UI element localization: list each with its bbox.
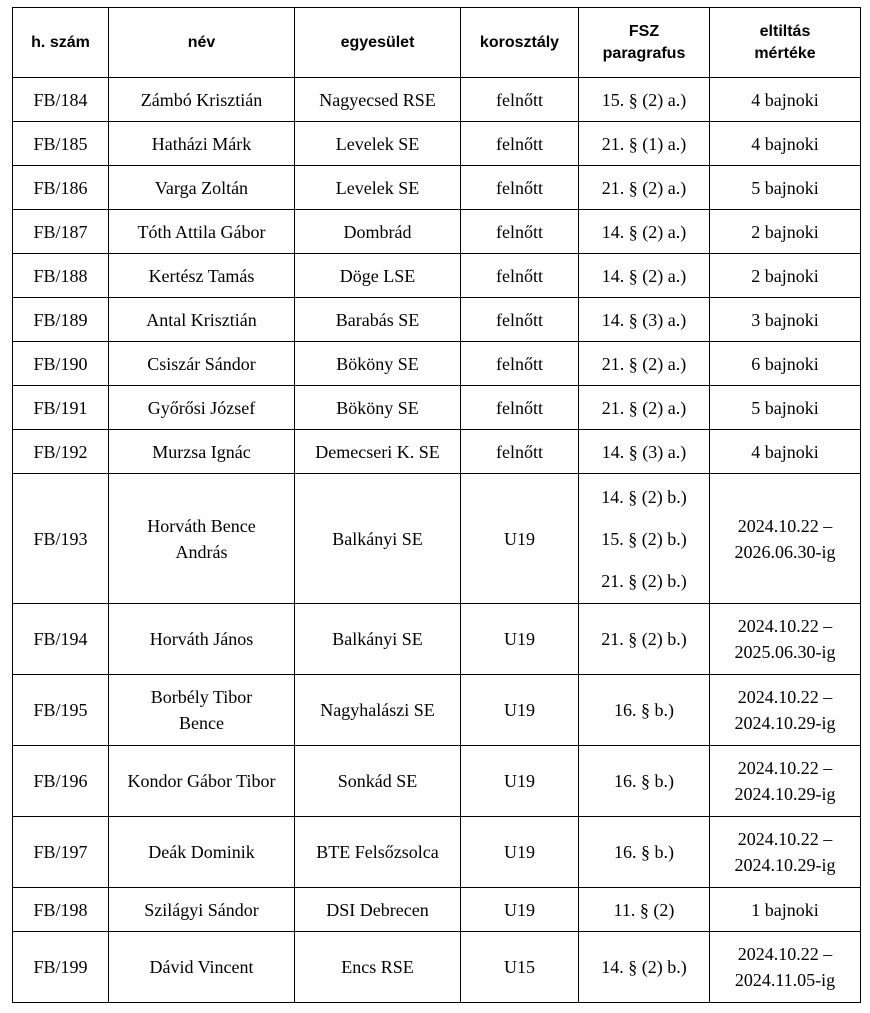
- club-name: Balkányi SE: [295, 604, 461, 675]
- club-name: Sonkád SE: [295, 746, 461, 817]
- fsz-paragraph-line: 14. § (2) b.): [601, 486, 687, 507]
- ban-length: [710, 386, 861, 430]
- case-number: FB/191: [13, 386, 109, 430]
- age-group: U15: [461, 932, 579, 1003]
- player-name-line: Deák Dominik: [148, 842, 255, 862]
- ban-length-line: 6 bajnoki: [751, 353, 819, 374]
- ban-length-line: 2024.10.22 –: [737, 758, 833, 778]
- case-number: FB/188: [13, 254, 109, 298]
- player-name: [109, 298, 295, 342]
- fsz-paragraph: [579, 122, 710, 166]
- ban-length: [710, 166, 861, 210]
- fsz-paragraph: [579, 166, 710, 210]
- fsz-paragraph-line: 16. § b.): [614, 842, 674, 862]
- case-number: FB/194: [13, 604, 109, 675]
- case-number: FB/184: [13, 78, 109, 122]
- player-name-line: Varga Zoltán: [154, 177, 249, 198]
- player-name-line: Szilágyi Sándor: [144, 899, 259, 920]
- fsz-paragraph-line: 14. § (2) a.): [601, 221, 687, 242]
- ban-length-line: 5 bajnoki: [751, 397, 819, 418]
- player-name-line: Dávid Vincent: [149, 957, 254, 977]
- table-row: [13, 888, 861, 932]
- header-eltiltas-line1: eltiltás: [759, 22, 811, 40]
- fsz-paragraph-line: 14. § (2) b.): [601, 957, 687, 977]
- ban-length-line: 2024.10.22 –: [737, 944, 833, 964]
- ban-length: [710, 604, 861, 675]
- fsz-paragraph-line: 21. § (1) a.): [601, 133, 687, 154]
- player-name: [109, 78, 295, 122]
- player-name: [109, 474, 295, 604]
- player-name-line: Borbély Tibor: [150, 687, 253, 707]
- fsz-paragraph-line: 15. § (2) a.): [601, 89, 687, 110]
- table-row: [13, 430, 861, 474]
- age-group: U19: [461, 604, 579, 675]
- player-name-line: Győrősi József: [147, 397, 256, 418]
- case-number: FB/187: [13, 210, 109, 254]
- player-name-line: Horváth Bence: [147, 515, 256, 536]
- header-eltiltas-line2: mértéke: [754, 44, 816, 62]
- ban-length-line: 3 bajnoki: [751, 309, 819, 330]
- club-name: Bököny SE: [295, 386, 461, 430]
- fsz-paragraph-line: 21. § (2) a.): [601, 397, 687, 418]
- player-name: [109, 342, 295, 386]
- player-name: [109, 932, 295, 1003]
- fsz-paragraph: [579, 932, 710, 1003]
- player-name: [109, 254, 295, 298]
- ban-length: [710, 932, 861, 1003]
- club-name: Bököny SE: [295, 342, 461, 386]
- fsz-paragraph: [579, 746, 710, 817]
- ban-length-line: 4 bajnoki: [751, 89, 819, 110]
- ban-length: [710, 298, 861, 342]
- fsz-paragraph-line: 21. § (2) b.): [601, 629, 687, 649]
- ban-length-line: 2025.06.30-ig: [734, 642, 836, 662]
- case-number: FB/195: [13, 675, 109, 746]
- fsz-paragraph-line: 11. § (2): [613, 899, 675, 920]
- player-name-line: Murzsa Ignác: [152, 441, 251, 462]
- case-number: FB/186: [13, 166, 109, 210]
- ban-length: [710, 254, 861, 298]
- player-name-line: Antal Krisztián: [146, 309, 257, 330]
- club-name: Demecseri K. SE: [295, 430, 461, 474]
- club-name: Levelek SE: [295, 166, 461, 210]
- ban-length: [710, 888, 861, 932]
- header-egyesulet: egyesület: [295, 8, 461, 78]
- player-name-line: Kondor Gábor Tibor: [127, 771, 276, 791]
- case-number: FB/185: [13, 122, 109, 166]
- ban-length-line: 2026.06.30-ig: [734, 541, 836, 562]
- table-row: [13, 78, 861, 122]
- club-name: Barabás SE: [295, 298, 461, 342]
- age-group: felnőtt: [461, 78, 579, 122]
- ban-length-line: 4 bajnoki: [751, 441, 819, 462]
- ban-length-line: 2024.10.22 –: [737, 616, 833, 636]
- ban-length: [710, 817, 861, 888]
- header-nev: név: [109, 8, 295, 78]
- fsz-paragraph: [579, 78, 710, 122]
- ban-length-line: 2024.10.22 –: [737, 829, 833, 849]
- fsz-paragraph: [579, 254, 710, 298]
- age-group: felnőtt: [461, 342, 579, 386]
- fsz-paragraph: [579, 817, 710, 888]
- player-name-line: András: [175, 541, 228, 562]
- club-name: Levelek SE: [295, 122, 461, 166]
- fsz-paragraph: [579, 386, 710, 430]
- player-name: [109, 888, 295, 932]
- header-eltiltas: [710, 8, 861, 78]
- fsz-paragraph: [579, 210, 710, 254]
- player-name-line: Horváth János: [149, 629, 254, 649]
- club-name: Dombrád: [295, 210, 461, 254]
- ban-length-line: 2 bajnoki: [751, 221, 819, 242]
- fsz-paragraph: [579, 342, 710, 386]
- case-number: FB/196: [13, 746, 109, 817]
- age-group: U19: [461, 888, 579, 932]
- age-group: U19: [461, 817, 579, 888]
- player-name: [109, 604, 295, 675]
- club-name: Döge LSE: [295, 254, 461, 298]
- age-group: felnőtt: [461, 210, 579, 254]
- table-row: [13, 254, 861, 298]
- ban-length: [710, 746, 861, 817]
- table-row: [13, 342, 861, 386]
- suspension-table: [12, 7, 861, 1003]
- ban-length: [710, 210, 861, 254]
- fsz-paragraph-line: 21. § (2) a.): [601, 353, 687, 374]
- table-row: [13, 474, 861, 604]
- player-name: [109, 746, 295, 817]
- age-group: felnőtt: [461, 430, 579, 474]
- case-number: FB/189: [13, 298, 109, 342]
- player-name: [109, 430, 295, 474]
- player-name: [109, 166, 295, 210]
- fsz-paragraph: [579, 888, 710, 932]
- age-group: U19: [461, 675, 579, 746]
- header-fsz: [579, 8, 710, 78]
- ban-length-line: 2 bajnoki: [751, 265, 819, 286]
- table-row: [13, 386, 861, 430]
- header-hszam: h. szám: [13, 8, 109, 78]
- age-group: felnőtt: [461, 254, 579, 298]
- fsz-paragraph-line: 14. § (2) a.): [601, 265, 687, 286]
- table-row: [13, 298, 861, 342]
- club-name: DSI Debrecen: [295, 888, 461, 932]
- table-row: [13, 675, 861, 746]
- table-row: [13, 604, 861, 675]
- ban-length-line: 1 bajnoki: [751, 899, 819, 920]
- player-name: [109, 817, 295, 888]
- fsz-paragraph: [579, 675, 710, 746]
- ban-length-line: 2024.10.22 –: [737, 687, 833, 707]
- fsz-paragraph-line: 14. § (3) a.): [601, 441, 687, 462]
- player-name-line: Tóth Attila Gábor: [137, 221, 266, 242]
- player-name: [109, 386, 295, 430]
- header-korosztaly: korosztály: [461, 8, 579, 78]
- club-name: Encs RSE: [295, 932, 461, 1003]
- case-number: FB/190: [13, 342, 109, 386]
- case-number: FB/199: [13, 932, 109, 1003]
- club-name: Nagyecsed RSE: [295, 78, 461, 122]
- player-name-line: Zámbó Krisztián: [140, 89, 263, 110]
- player-name-line: Kertész Tamás: [148, 265, 255, 286]
- age-group: U19: [461, 746, 579, 817]
- age-group: felnőtt: [461, 386, 579, 430]
- club-name: Nagyhalászi SE: [295, 675, 461, 746]
- fsz-paragraph: [579, 474, 710, 604]
- age-group: U19: [461, 474, 579, 604]
- ban-length: [710, 122, 861, 166]
- header-row: [13, 8, 861, 78]
- player-name-line: Bence: [179, 713, 224, 733]
- header-fsz-line1: FSZ: [628, 22, 660, 40]
- case-number: FB/198: [13, 888, 109, 932]
- fsz-paragraph-line: 21. § (2) a.): [601, 177, 687, 198]
- ban-length-line: 2024.10.29-ig: [734, 713, 836, 733]
- case-number: FB/197: [13, 817, 109, 888]
- table-row: [13, 932, 861, 1003]
- table-body: [13, 78, 861, 1003]
- player-name: [109, 122, 295, 166]
- fsz-paragraph-line: 15. § (2) b.): [601, 528, 687, 549]
- fsz-paragraph: [579, 430, 710, 474]
- age-group: felnőtt: [461, 122, 579, 166]
- case-number: FB/193: [13, 474, 109, 604]
- table-row: [13, 166, 861, 210]
- fsz-paragraph: [579, 298, 710, 342]
- ban-length-line: 2024.10.22 –: [737, 515, 833, 536]
- player-name: [109, 210, 295, 254]
- table-row: [13, 210, 861, 254]
- club-name: Balkányi SE: [295, 474, 461, 604]
- player-name: [109, 675, 295, 746]
- fsz-paragraph-line: 21. § (2) b.): [601, 570, 687, 591]
- table-row: [13, 817, 861, 888]
- ban-length-line: 4 bajnoki: [751, 133, 819, 154]
- club-name: BTE Felsőzsolca: [295, 817, 461, 888]
- ban-length-line: 2024.11.05-ig: [734, 970, 836, 990]
- fsz-paragraph-line: 16. § b.): [614, 771, 674, 791]
- table-row: [13, 746, 861, 817]
- ban-length: [710, 474, 861, 604]
- ban-length-line: 2024.10.29-ig: [734, 784, 836, 804]
- fsz-paragraph-line: 16. § b.): [614, 700, 674, 720]
- ban-length-line: 2024.10.29-ig: [734, 855, 836, 875]
- fsz-paragraph-line: 14. § (3) a.): [601, 309, 687, 330]
- ban-length: [710, 675, 861, 746]
- table-row: [13, 122, 861, 166]
- case-number: FB/192: [13, 430, 109, 474]
- ban-length-line: 5 bajnoki: [751, 177, 819, 198]
- header-fsz-line2: paragrafus: [602, 44, 686, 62]
- age-group: felnőtt: [461, 166, 579, 210]
- ban-length: [710, 78, 861, 122]
- ban-length: [710, 430, 861, 474]
- ban-length: [710, 342, 861, 386]
- fsz-paragraph: [579, 604, 710, 675]
- player-name-line: Hatházi Márk: [151, 133, 252, 154]
- age-group: felnőtt: [461, 298, 579, 342]
- player-name-line: Csiszár Sándor: [147, 353, 256, 374]
